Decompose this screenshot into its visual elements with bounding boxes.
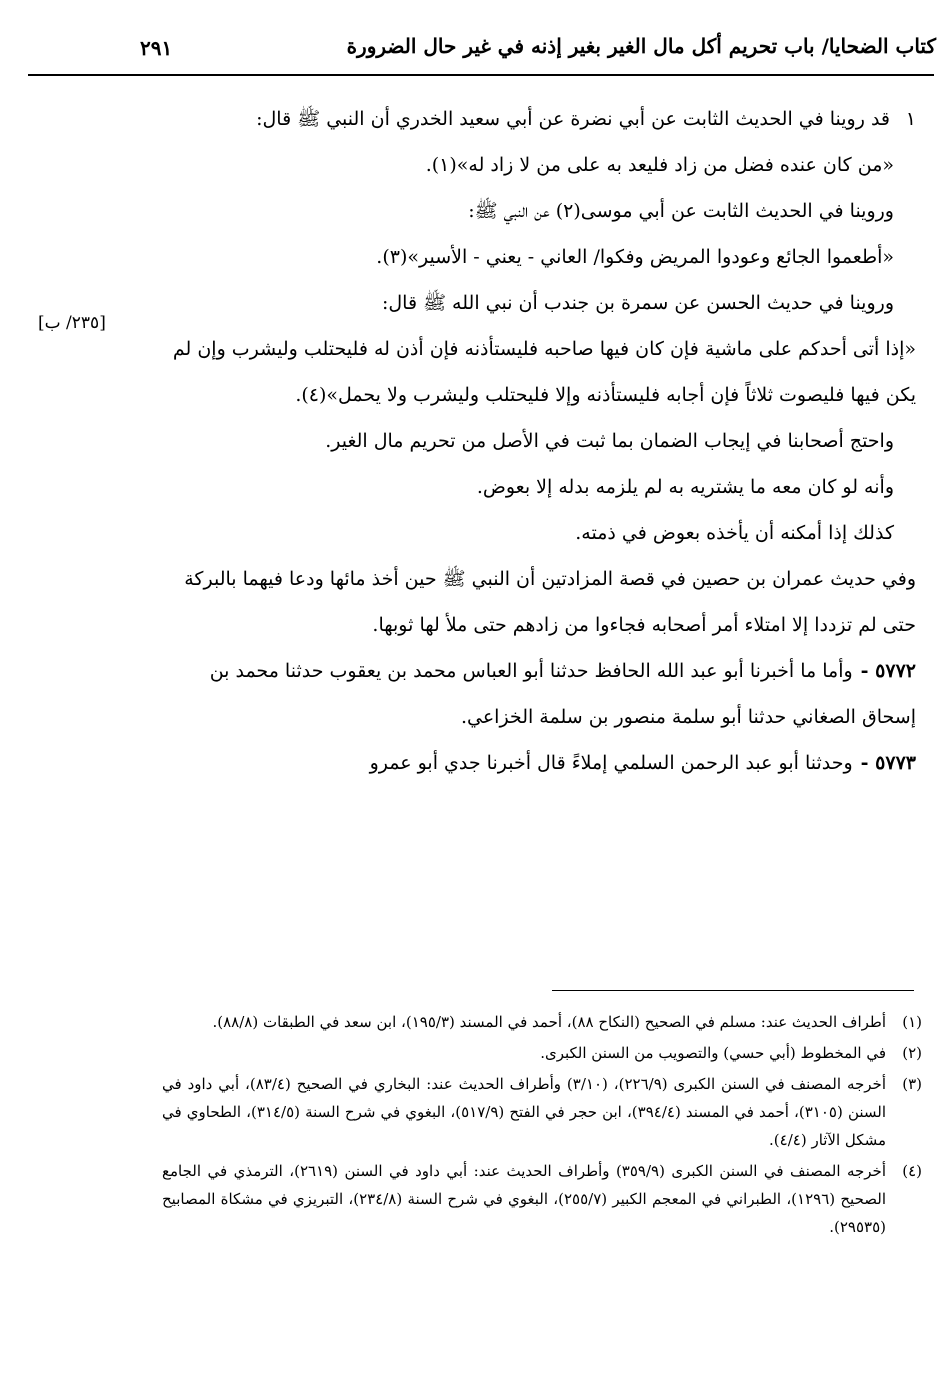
paragraph	[156, 326, 916, 418]
footnote-number: (٣)	[902, 1075, 922, 1093]
footnote-text: أطراف الحديث عند: مسلم في الصحيح (النكاح ٨٨)، أحمد في المسند (١٩٥/٣)، ابن سعد في الطبقات (٨٨/٨).	[212, 1013, 886, 1031]
paragraph	[156, 142, 916, 188]
paragraph	[156, 96, 916, 142]
hadith-number: ٥٧٧٢ -	[860, 660, 916, 682]
paragraph	[156, 234, 916, 280]
paragraph-text: وروينا في الحديث الثابت عن أبي موسى(٢) عن النبي ﷺ:	[468, 200, 894, 222]
footnote	[162, 1039, 922, 1067]
paragraph	[156, 280, 916, 326]
manuscript-folio-reference: [٢٣٥/ ب]	[38, 313, 106, 333]
hadith-number: ٥٧٧٣ -	[860, 752, 916, 774]
footnotes	[162, 1008, 922, 1244]
footnote-text: أخرجه المصنف في السنن الكبرى (٣٥٩/٩) وأطراف الحديث عند: أبي داود في السنن (٢٦١٩)، الترمذي في الجامع الصحيح (١٢٩٦)، الطبراني في المعجم الكبير (٢٥٥/٧)، البغوي في شرح السنة (٢٣٤/٨)، التبريزي في مشكاة المصابيح (٢٩٥٣٥).	[162, 1162, 886, 1236]
paragraph-text: وأما ما أخبرنا أبو عبد الله الحافظ حدثنا أبو العباس محمد بن يعقوب حدثنا محمد بن إسحاق الصغاني حدثنا أبو سلمة منصور بن سلمة الخزاعي.	[209, 660, 916, 728]
header-rule	[28, 74, 934, 76]
paragraph-text: كذلك إذا أمكنه أن يأخذه بعوض في ذمته.	[575, 522, 894, 544]
footnote-number: (٢)	[902, 1044, 922, 1062]
footnote-number: (٤)	[902, 1162, 922, 1180]
paragraph-text: وروينا في حديث الحسن عن سمرة بن جندب أن نبي الله ﷺ قال:	[381, 292, 894, 314]
footnote	[162, 1157, 922, 1241]
footnote	[162, 1070, 922, 1154]
paragraph	[156, 188, 916, 234]
paragraph	[156, 556, 916, 648]
paragraph	[156, 464, 916, 510]
paragraph-ordinal: ١	[905, 108, 916, 130]
paragraph-text: «أطعموا الجائع وعودوا المريض وفكوا/ العاني - يعني - الأسير»(٣).	[376, 246, 894, 268]
footnote-text: أخرجه المصنف في السنن الكبرى (٢٢٦/٩)، (٣/١٠) وأطراف الحديث عند: البخاري في الصحيح (٨٣/٤)، أبي داود في السنن (٣١٠٥)، أحمد في المسند (٣٩٤/٤)، ابن حجر في الفتح (٥١٧/٩)، البغوي في شرح السنة (٣١٤/٥)، الطحاوي في مشكل الآثار (٤/٤).	[162, 1075, 887, 1149]
paragraph-text: واحتج أصحابنا في إيجاب الضمان بما ثبت في الأصل من تحريم مال الغير.	[325, 430, 894, 452]
paragraph-text: وفي حديث عمران بن حصين في قصة المزادتين أن النبي ﷺ حين أخذ مائها ودعا فيهما بالبركة حتى لم تزددا إلا امتلاء أمر أصحابه فجاءوا من زادهم حتى ملأ لها ثوبها.	[184, 568, 916, 636]
main-text	[156, 96, 916, 786]
paragraph-text: «إذا أتى أحدكم على ماشية فإن كان فيها صاحبه فليستأذنه فإن أذن له فليحتلب وليشرب وإن لم يكن فيها فليصوت ثلاثاً فإن أجابه فليستأذنه وإلا فليحتلب وليشرب ولا يحمل»(٤).	[172, 338, 916, 406]
paragraph	[156, 740, 916, 786]
footnote-text: في المخطوط (أبي حسي) والتصويب من السنن الكبرى.	[540, 1044, 886, 1062]
paragraph-text: وأنه لو كان معه ما يشتريه به لم يلزمه بدله إلا بعوض.	[476, 476, 894, 498]
paragraph-text: «من كان عنده فضل من زاد فليعد به على من لا زاد له»(١).	[425, 154, 894, 176]
running-header-title: كتاب الضحايا/ باب تحريم أكل مال الغير بغير إذنه في غير حال الضرورة	[346, 34, 936, 58]
paragraph	[156, 648, 916, 740]
footnote-number: (١)	[902, 1013, 922, 1031]
footnote-separator	[552, 990, 914, 991]
paragraph-text: قد روينا في الحديث الثابت عن أبي نضرة عن أبي سعيد الخدري أن النبي ﷺ قال:	[256, 108, 890, 130]
page-number: ٢٩١	[140, 36, 173, 60]
footnote	[162, 1008, 922, 1036]
paragraph	[156, 510, 916, 556]
paragraph-text: وحدثنا أبو عبد الرحمن السلمي إملاءً قال أخبرنا جدي أبو عمرو	[369, 752, 853, 774]
paragraph	[156, 418, 916, 464]
